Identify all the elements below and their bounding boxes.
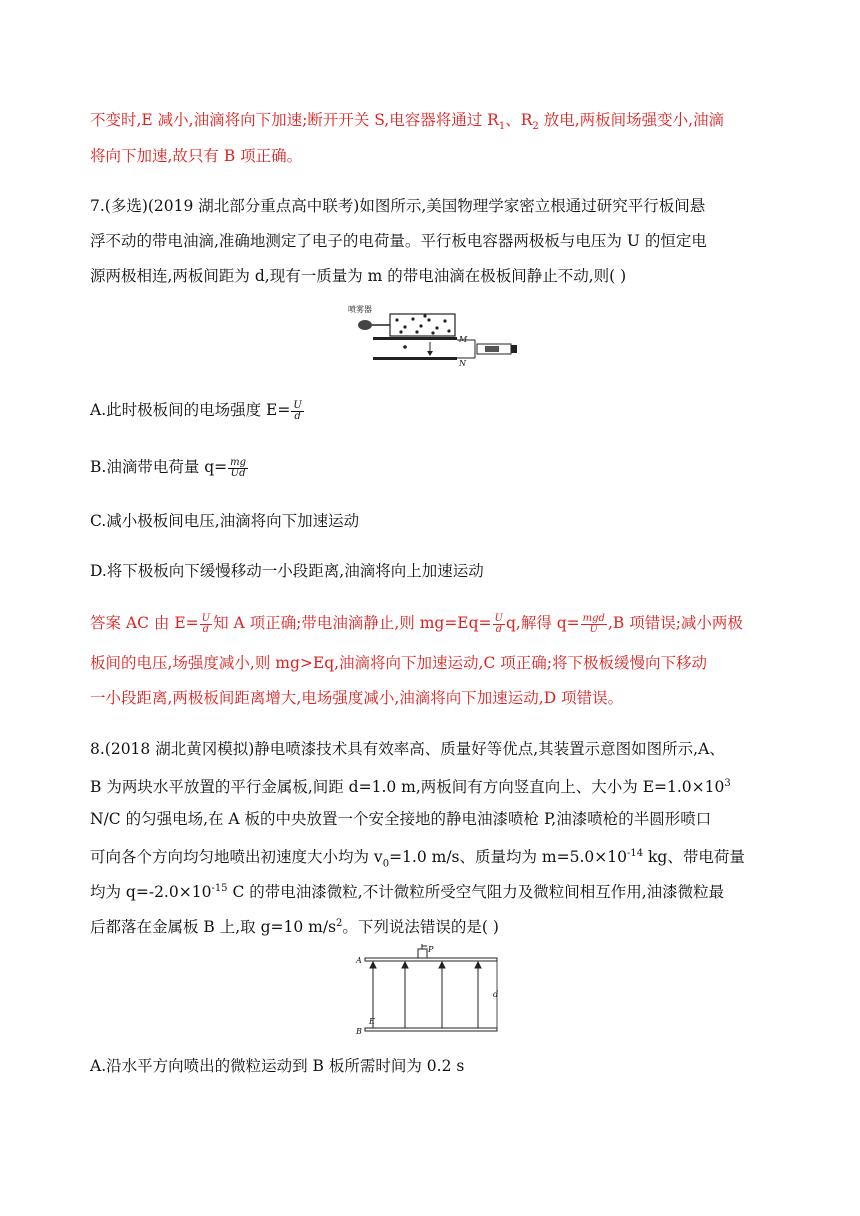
q7-answer-line-3: 一小段距离,两极板间距离增大,电场强度减小,油滴将向下加速运动,D 项错误。 — [90, 689, 624, 707]
q8-stem-line-4: 可向各个方向均匀地喷出初速度大小均为 $v_0=1.0$ m/s、质量均为 $m=5.0\times 10^{-14}$ kg、带电荷量 — [90, 848, 745, 870]
q7-option-c: C.减小极板间电压,油滴将向下加速运动 — [90, 512, 360, 530]
label-d: d — [493, 990, 499, 999]
label-plate-b: B — [356, 1027, 362, 1034]
q7-stem-line-3: 源两极相连,两板间距为 d,现有一质量为 m 的带电油滴在极板间静止不动,则( ) — [90, 267, 627, 285]
q8-option-a: A.沿水平方向喷出的微粒运动到 B 板所需时间为 0.2 s — [90, 1057, 465, 1075]
q7-stem-line-1: 7.(多选)(2019 湖北部分重点高中联考)如图所示,美国物理学家密立根通过研究平行板间悬 — [90, 197, 706, 215]
q6-answer-line-2: 将向下加速,故只有 B 项正确。 — [90, 147, 303, 165]
q7-answer-line-1: 答案 AC 由 E= $\frac{U}{d}$ 知 A 项正确;带电油滴静止,则 mg=Eq= $\frac{U}{d}$ q,解得 q= $\frac{\text{mgd}}{U}$ ,B 项错误;减小两极 — [90, 612, 743, 635]
sprayer-label: 喷雾器 — [348, 305, 372, 314]
sprayer-bulb-icon — [358, 320, 372, 330]
q8-stem-line-2: B 为两块水平放置的平行金属板,间距 d=1.0 m,两板间有方向竖直向上、大小为 $E=1.0\times 10^3$ — [90, 778, 731, 797]
q7-option-b: B.油滴带电荷量 q= $\frac{mg}{Ud}$ — [90, 456, 247, 479]
q8-stem-line-5: 均为 $q=-2.0\times 10^{-15}$ C 的带电油漆微粒,不计微粒所受空气阻力及微粒间相互作用,油漆微粒最 — [90, 883, 725, 902]
field-lines — [370, 962, 481, 1028]
q8-stem-line-1: 8.(2018 湖北黄冈模拟)静电喷漆技术具有效率高、质量好等优点,其装置示意图如图所示,A、 — [90, 740, 725, 758]
q8-stem-line-6: 后都落在金属板 B 上,取 g=10 $m/s^2$。下列说法错误的是( ) — [90, 918, 499, 937]
q8-stem-line-3: N/C 的匀强电场,在 A 板的中央放置一个安全接地的静电油漆喷枪 P,油漆喷枪的半圆形喷口 — [90, 810, 712, 828]
q7-millikan-figure — [345, 300, 520, 370]
q7-option-a: A.此时极板间的电场强度 E= $\frac{U}{d}$ — [90, 399, 302, 422]
plate-b — [365, 1028, 497, 1031]
q6-answer-line-1: 不变时,E 减小,油滴将向下加速;断开开关 S,电容器将通过 $R_1$、$R_2$ 放电,两板间场强变小,油滴 — [90, 111, 725, 133]
spray-gun-icon — [418, 949, 427, 958]
q8-spray-figure — [345, 942, 510, 1034]
label-m: M — [459, 335, 468, 344]
plate-a — [365, 958, 497, 961]
label-p: P — [428, 945, 434, 954]
oil-droplets — [395, 314, 450, 334]
plate-m — [373, 337, 457, 340]
q7-option-d: D.将下极板向下缓慢移动一小段距离,油滴将向上加速运动 — [90, 562, 484, 580]
q7-stem-line-2: 浮不动的带电油滴,准确地测定了电子的电荷量。平行板电容器两极板与电压为 U 的恒定电 — [90, 232, 707, 250]
label-plate-a: A — [356, 956, 362, 965]
label-n: N — [459, 359, 466, 368]
plate-n — [373, 357, 457, 360]
label-e: E — [369, 1017, 375, 1026]
q7-answer-line-2: 板间的电压,场强度减小,则 mg>Eq,油滴将向下加速运动,C 项正确;将下极板缓慢向下移动 — [90, 654, 707, 672]
